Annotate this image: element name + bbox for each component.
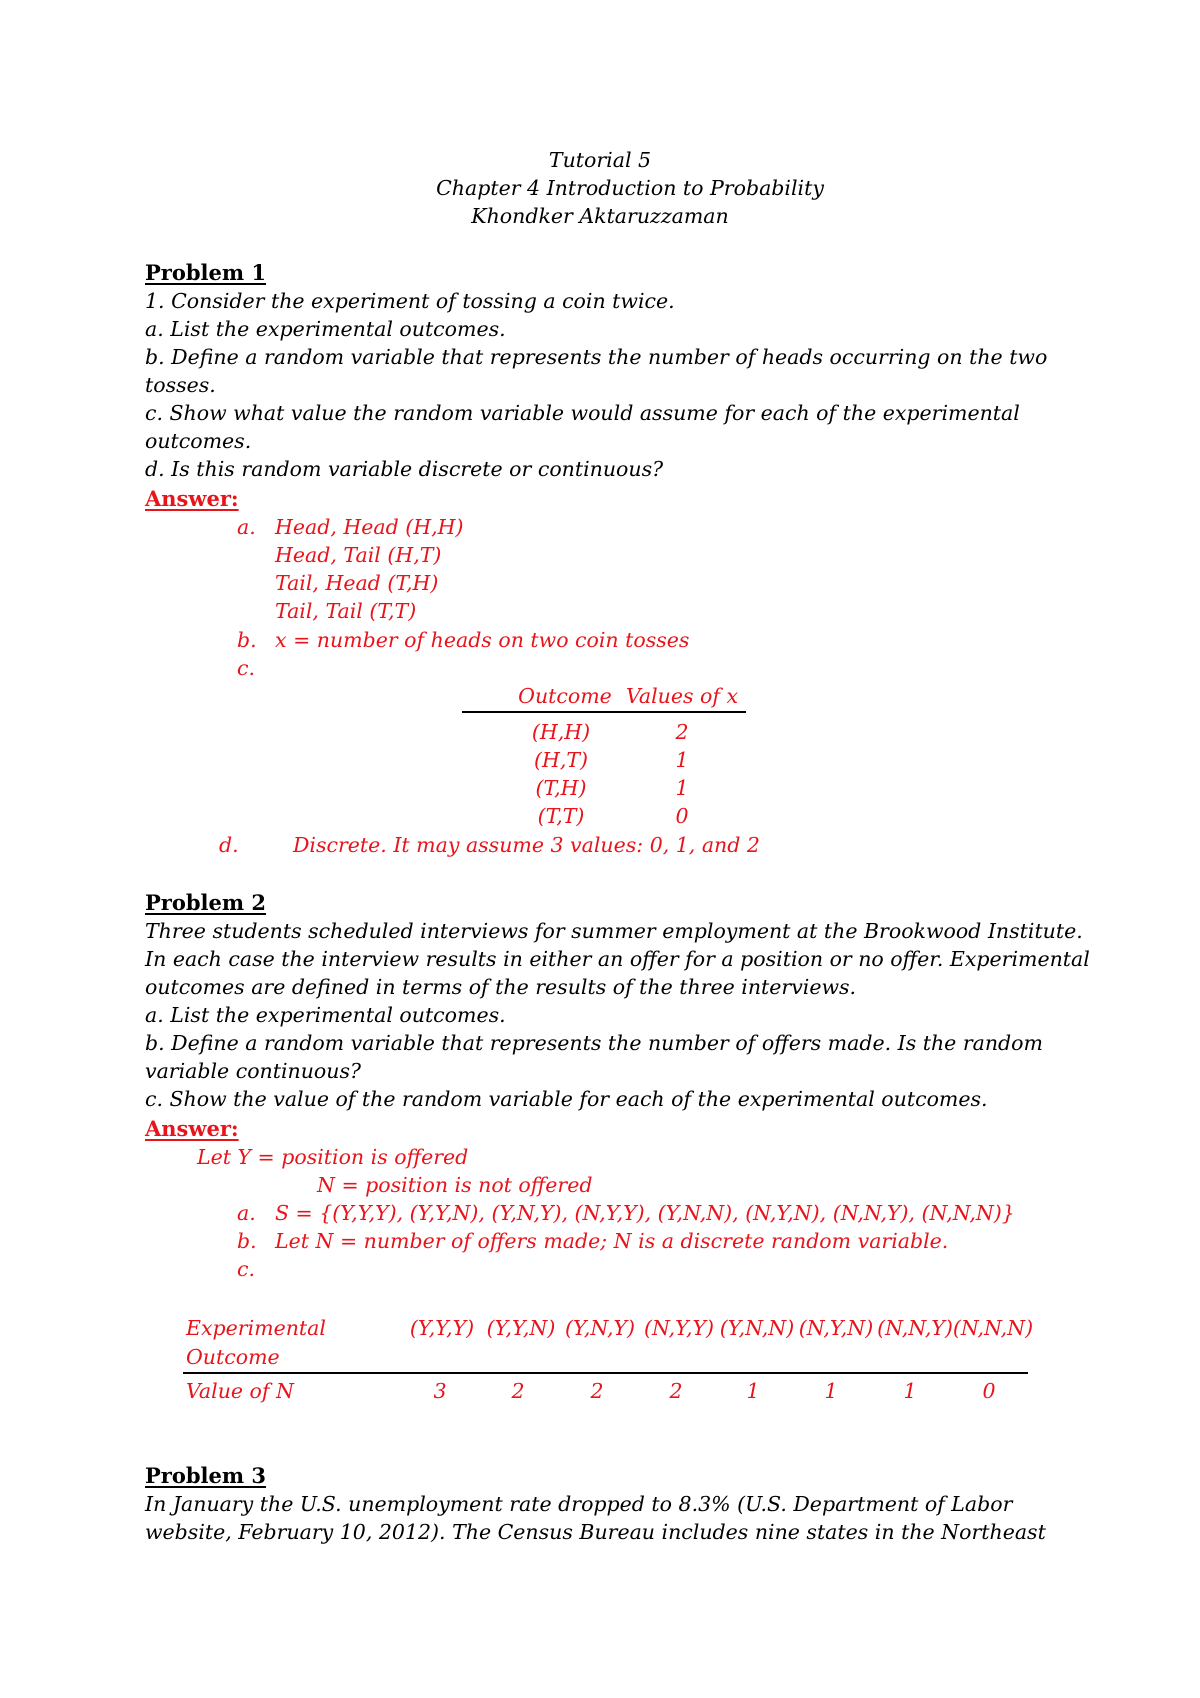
table-cell: (T,H) — [535, 776, 587, 800]
outcome-cell: (Y,N,Y) — [564, 1316, 636, 1340]
problem1-line: tosses. — [145, 373, 216, 397]
value-cell: 2 — [590, 1379, 604, 1403]
problem2-line: outcomes are defined in terms of the results of the three interviews. — [145, 975, 857, 999]
doc-title: Tutorial 5 — [548, 148, 652, 172]
table-cell: (H,T) — [533, 748, 589, 772]
problem3-line: In January the U.S. unemployment rate dropped to 8.3% (U.S. Department of Labor — [145, 1492, 1013, 1516]
table-cell: (H,H) — [531, 720, 591, 744]
problem1-heading: Problem 1 — [145, 260, 267, 285]
problem1-line: d. Is this random variable discrete or continuous? — [145, 457, 664, 481]
let-y-definition: Let Y = position is offered — [197, 1145, 469, 1169]
discrete-answer: Discrete. It may assume 3 values: 0, 1, and 2 — [293, 833, 760, 857]
table-cell: 2 — [675, 720, 689, 744]
value-cell: 1 — [903, 1379, 917, 1403]
outcome-cell: (N,N,N) — [952, 1316, 1034, 1340]
problem3-heading: Problem 3 — [145, 1463, 267, 1488]
problem2-line: c. Show the value of the random variable for each of the experimental outcomes. — [145, 1087, 988, 1111]
problem1-line: 1. Consider the experiment of tossing a coin twice. — [145, 289, 675, 313]
answer-marker-c: c. — [237, 1257, 255, 1281]
value-cell: 0 — [982, 1379, 996, 1403]
outcome-cell: (Y,N,N) — [719, 1316, 795, 1340]
table-header: Outcome — [518, 684, 612, 708]
row-label: Experimental — [186, 1316, 326, 1340]
answer-marker-b: b. — [237, 628, 257, 652]
answer-marker-c: c. — [237, 656, 255, 680]
answer-marker-a: a. — [237, 1201, 256, 1225]
outcome-cell: (N,N,Y) — [877, 1316, 953, 1340]
table-cell: 1 — [675, 748, 689, 772]
outcome-line: Head, Tail (H,T) — [275, 543, 442, 567]
problem2-answer-label: Answer: — [145, 1116, 239, 1141]
random-variable-definition: x = number of heads on two coin tosses — [275, 628, 690, 652]
value-cell: 1 — [746, 1379, 760, 1403]
outcome-cell: (Y,Y,N) — [486, 1316, 556, 1340]
table-cell: 0 — [675, 804, 689, 828]
let-n-definition: N = position is not offered — [317, 1173, 593, 1197]
random-variable-definition: Let N = number of offers made; N is a discrete random variable. — [275, 1229, 949, 1253]
outcome-line: Tail, Head (T,H) — [275, 571, 439, 595]
problem2-line: In each case the interview results in either an offer for a position or no offer. Experimental — [145, 947, 1090, 971]
table-rule — [183, 1372, 1028, 1374]
problem1-line: c. Show what value the random variable would assume for each of the experimental — [145, 401, 1020, 425]
table-cell: 1 — [675, 776, 689, 800]
row-label: Value of N — [186, 1379, 294, 1403]
table-cell: (T,T) — [537, 804, 585, 828]
outcome-cell: (N,Y,Y) — [643, 1316, 715, 1340]
problem1-line: a. List the experimental outcomes. — [145, 317, 506, 341]
value-cell: 2 — [511, 1379, 525, 1403]
problem1-answer-label: Answer: — [145, 486, 239, 511]
value-cell: 3 — [433, 1379, 447, 1403]
outcome-cell: (N,Y,N) — [798, 1316, 874, 1340]
value-cell: 1 — [824, 1379, 838, 1403]
answer-marker-d: d. — [219, 833, 239, 857]
problem2-line: a. List the experimental outcomes. — [145, 1003, 506, 1027]
problem2-line: variable continuous? — [145, 1059, 361, 1083]
problem2-line: Three students scheduled interviews for summer employment at the Brookwood Institute. — [145, 919, 1083, 943]
table-header-rule — [462, 711, 746, 713]
answer-marker-b: b. — [237, 1229, 257, 1253]
answer-marker-a: a. — [237, 515, 256, 539]
row-label: Outcome — [186, 1345, 280, 1369]
problem1-line: b. Define a random variable that represents the number of heads occurring on the two — [145, 345, 1048, 369]
outcome-cell: (Y,Y,Y) — [409, 1316, 475, 1340]
doc-subtitle: Chapter 4 Introduction to Probability — [436, 176, 824, 200]
table-header: Values of x — [625, 684, 739, 708]
doc-author: Khondker Aktaruzzaman — [471, 204, 729, 228]
problem1-line: outcomes. — [145, 429, 252, 453]
problem3-line: website, February 10, 2012). The Census Bureau includes nine states in the Northeast — [145, 1520, 1046, 1544]
outcome-line: Head, Head (H,H) — [275, 515, 464, 539]
problem2-heading: Problem 2 — [145, 890, 267, 915]
value-cell: 2 — [669, 1379, 683, 1403]
sample-space: S = {(Y,Y,Y), (Y,Y,N), (Y,N,Y), (N,Y,Y), (Y,N,N), (N,Y,N), (N,N,Y), (N,N,N)} — [275, 1201, 1015, 1225]
outcome-line: Tail, Tail (T,T) — [275, 599, 417, 623]
problem2-line: b. Define a random variable that represents the number of offers made. Is the random — [145, 1031, 1043, 1055]
